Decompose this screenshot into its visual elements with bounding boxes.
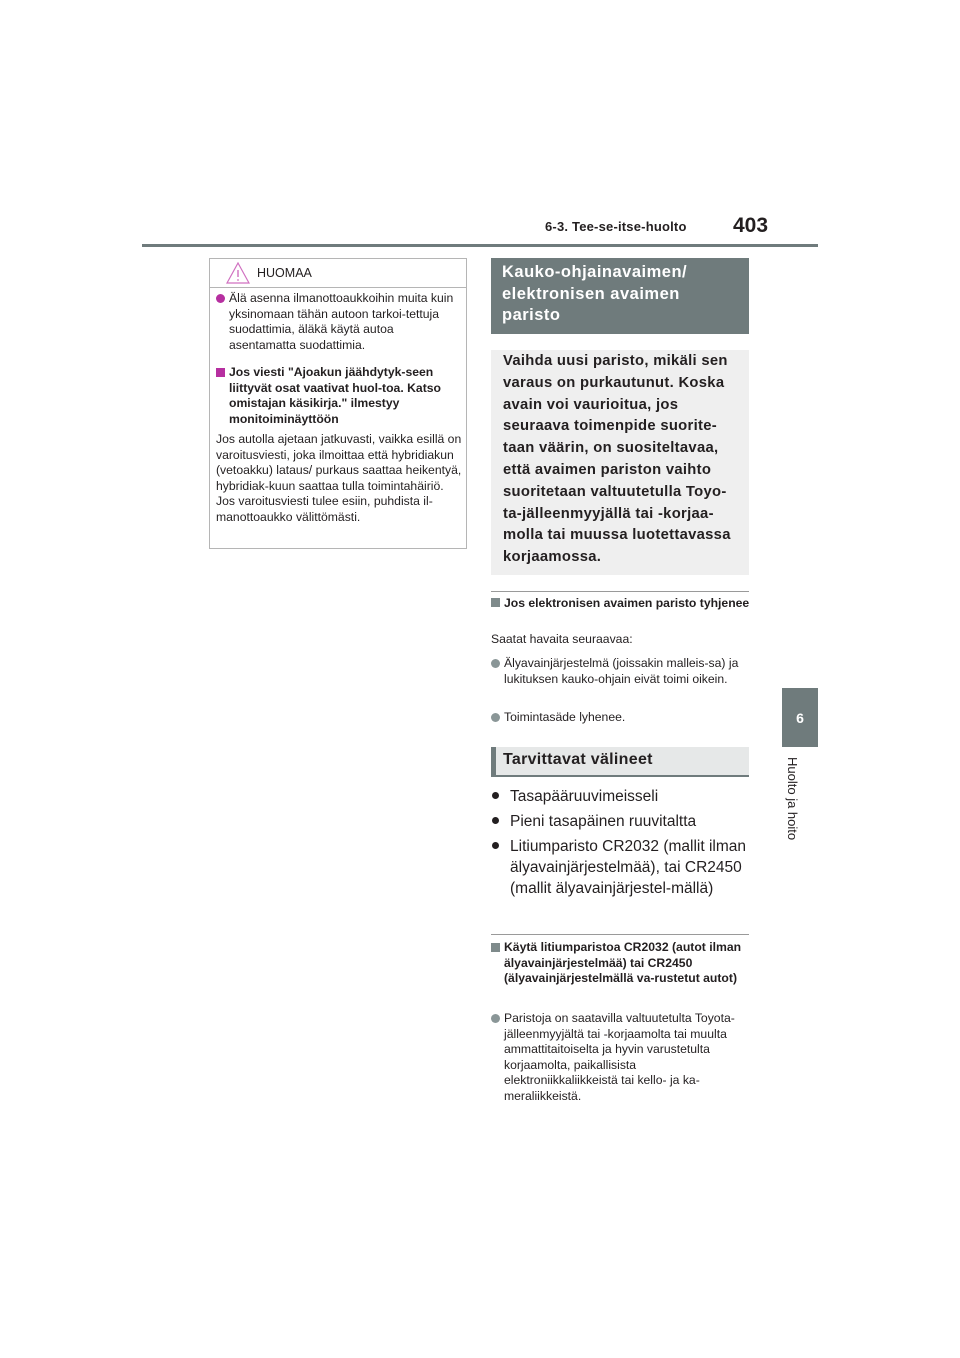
tool-item: Tasapääruuvimeisseli <box>491 786 753 807</box>
square-bullet-icon <box>216 368 225 377</box>
header-rule <box>142 244 818 247</box>
list-item: Paristoja on saatavilla valtuutetulta Toyota-jälleenmyyjältä tai -korjaamolta tai muulta ammattitaitoiselta ja hyvin varustetulta korjaamolta, paikallisista elektroniikkaliikkeistä tai kello- ja ka-meraliikkeistä. <box>491 1011 753 1105</box>
bullet-dot-icon <box>491 713 500 722</box>
square-bullet-icon <box>491 598 500 607</box>
divider <box>491 934 749 935</box>
bullet-dot-icon <box>216 294 225 303</box>
bullet-dot-icon <box>492 817 499 824</box>
notice-box <box>209 258 467 549</box>
tools-heading: Tarvittavat välineet <box>491 747 749 777</box>
lead-text: Saatat havaita seuraavaa: <box>491 632 633 646</box>
list-item: Älyavainjärjestelmä (joissakin malleis-sa) ja lukituksen kauko-ohjain eivät toimi oikein. <box>491 656 753 687</box>
warning-triangle-icon <box>226 262 250 284</box>
square-bullet-icon <box>491 943 500 952</box>
bullet-dot-icon <box>491 659 500 668</box>
notice-heading: Jos viesti "Ajoakun jäähdytyk-seen liittyvät osat vaativat huol-toa. Katso omistajan käsikirja." ilmestyy monitoiminäyttöön <box>216 365 464 427</box>
subheading-battery-empty: Jos elektronisen avaimen paristo tyhjenee <box>491 596 753 612</box>
chapter-label: Huolto ja hoito <box>785 757 800 841</box>
notice-title: HUOMAA <box>257 266 312 280</box>
intro-box: Vaihda uusi paristo, mikäli sen varaus on purkautunut. Koska avain voi vaurioitua, jos seuraava toimenpide suorite-taan väärin, on suositeltavaa, että avaimen pariston vaihto suoritetaan valtuutetulla Toyo-ta-jälleenmyyjällä tai -korjaa-molla tai muussa luotettavassa korjaamossa. <box>491 350 749 575</box>
chapter-number: 6 <box>796 709 804 726</box>
page-number: 403 <box>733 214 769 237</box>
notice-body: Jos autolla ajetaan jatkuvasti, vaikka esillä on varoitusviesti, joka ilmoittaa että hybridiakun (vetoakku) lataus/ purkaus saattaa heikentyä, hybridiak-kuun saattaa tulla toimintahäiriö. Jos varoitusviesti tulee esiin, puhdista il-manottoaukko välittömästi. <box>216 432 462 524</box>
notice-bullet: Älä asenna ilmanottoaukkoihin muita kuin yksinomaan tähän autoon tarkoi-tettuja suodattimia, äläkä käytä autoa asentamatta suodattimia. <box>216 291 464 353</box>
subheading-battery-type: Käytä litiumparistoa CR2032 (autot ilman älyavainjärjestelmää) tai CR2450 (älyavainjärjestelmällä va-rustetut autot) <box>491 940 753 987</box>
bullet-dot-icon <box>492 842 499 849</box>
divider <box>491 591 749 592</box>
bullet-dot-icon <box>491 1014 500 1023</box>
tool-item: Litiumparisto CR2032 (mallit ilman älyavainjärjestelmää), tai CR2450 (mallit älyavainjärjestel-mällä) <box>491 836 753 899</box>
section-title: 6-3. Tee-se-itse-huolto <box>545 219 687 234</box>
notice-header <box>210 259 466 288</box>
bullet-dot-icon <box>492 792 499 799</box>
chapter-tab <box>782 688 818 747</box>
tool-item: Pieni tasapäinen ruuvitaltta <box>491 811 753 832</box>
section-heading-box: Kauko-ohjainavaimen/ elektronisen avaimen paristo <box>491 258 749 334</box>
list-item: Toimintasäde lyhenee. <box>491 710 753 726</box>
